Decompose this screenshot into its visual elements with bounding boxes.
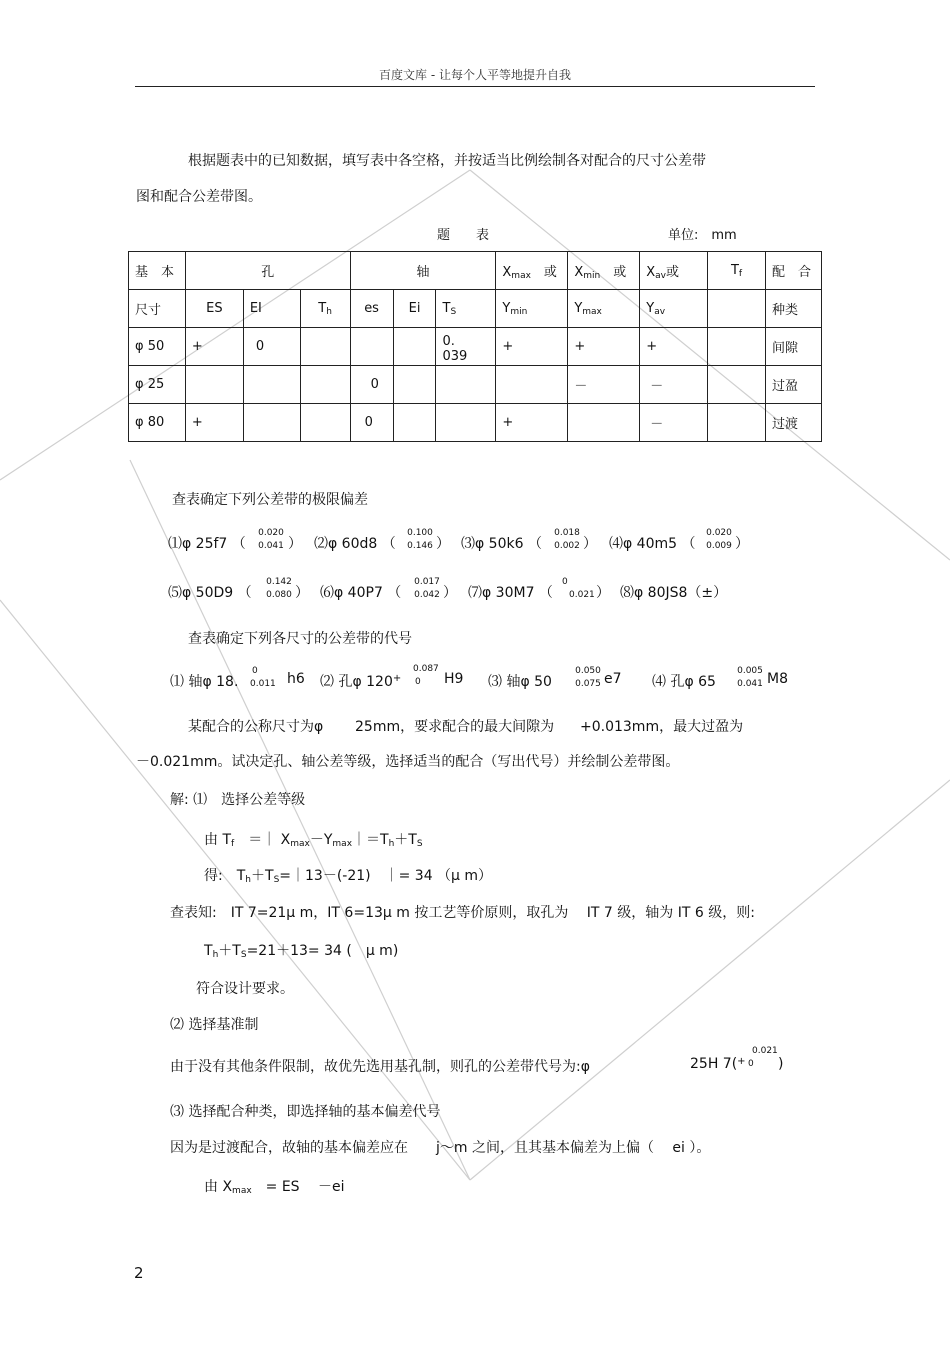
header-fit-2: 种类	[765, 290, 821, 328]
header-basic-size-2: 尺寸	[129, 290, 186, 328]
q2-item-4: ⑷φ 40m5 （	[609, 536, 696, 552]
header-ymin: $Y_{min}$	[496, 290, 568, 328]
q2-item-6-close: ）	[443, 585, 457, 601]
q2-item-3: ⑶φ 50k6 （	[461, 536, 542, 552]
cell-x2: －	[568, 366, 640, 404]
header-rule	[135, 86, 815, 87]
cell-x1: +	[496, 328, 568, 366]
q4-line-1a: 某配合的公称尺寸为φ	[188, 719, 324, 735]
q2-item-5-dev: 0.142 0.080	[266, 577, 292, 600]
header-fit-1: 配 合	[765, 252, 821, 290]
header-yav: $Y_{av}$	[640, 290, 708, 328]
cell-fit: 过渡	[765, 404, 821, 442]
cell-size: φ 80	[129, 404, 186, 442]
header-hole-Th: $T_h$	[300, 290, 350, 328]
q4-line-1c: +0.013mm，最大过盈为	[580, 719, 744, 735]
q3-item-2-code: H9	[444, 671, 464, 687]
q3-item-1: ⑴ 轴φ 18.	[170, 674, 239, 690]
q2-item-8: ⑻φ 80JS8（±）	[620, 585, 728, 601]
cell-es: 0	[350, 404, 393, 442]
header-shaft: 轴	[350, 252, 496, 290]
q3-item-3: ⑶ 轴φ 50	[488, 674, 552, 690]
header-hole: 孔	[185, 252, 350, 290]
cell-fit: 过盈	[765, 366, 821, 404]
cell-Th	[300, 328, 350, 366]
cell-fit: 间隙	[765, 328, 821, 366]
cell-x2	[568, 404, 640, 442]
header-shaft-Ts: $T_S$	[436, 290, 496, 328]
q4-line-2: －0.021mm。试决定孔、轴公差等级，选择适当的配合（写出代号）并绘制公差带图。	[136, 754, 680, 770]
intro-line-1: 根据题表中的已知数据，填写表中各空格，并按适当比例绘制各对配合的尺寸公差带	[188, 153, 706, 169]
q2-item-6: ⑹φ 40P7 （	[320, 585, 402, 601]
q2-item-6-dev: 0.017 0.042	[414, 577, 440, 600]
equation-4: 由 $X_{max}$ = ES －ei	[204, 1179, 345, 1196]
step-2-dev: 0.021 0	[748, 1046, 778, 1069]
table-row	[129, 404, 822, 442]
page-number: 2	[134, 1264, 144, 1282]
q2-item-1: ⑴φ 25f7 （	[168, 536, 246, 552]
step-2-text: 由于没有其他条件限制，故优先选用基孔制，则孔的公差带代号为:φ	[170, 1059, 590, 1075]
q2-item-4-dev: 0.020 0.009	[706, 528, 732, 551]
cell-Ts	[436, 404, 496, 442]
q2-item-2-dev: 0.100 0.146	[407, 528, 433, 551]
q3-item-4-code: M8	[767, 671, 788, 687]
step-2-close: )	[778, 1056, 784, 1072]
cell-Th	[300, 404, 350, 442]
table-row	[129, 366, 822, 404]
equation-2: 得: $T_h+T_S=|13-(-21)$ ｜= 34 （μ m）	[204, 868, 493, 885]
cell-Ts	[436, 366, 496, 404]
intro-line-2: 图和配合公差带图。	[136, 189, 262, 205]
cell-x3: －	[640, 404, 708, 442]
table-title: 题 表	[437, 228, 490, 243]
cell-x2: +	[568, 328, 640, 366]
step-2-code: 25H 7(+	[690, 1056, 746, 1072]
header-xmin: $X_{min}$ 或	[568, 252, 640, 290]
q3-item-4: ⑷ 孔φ 65	[652, 674, 716, 690]
cell-size: φ 25	[129, 366, 186, 404]
cell-Th	[300, 366, 350, 404]
q2-title: 查表确定下列公差带的极限偏差	[172, 492, 368, 508]
cell-EI	[243, 404, 300, 442]
q2-item-2: ⑵φ 60d8 （	[314, 536, 396, 552]
q2-item-2-close: ）	[436, 536, 450, 552]
cell-ei	[393, 328, 436, 366]
cell-ES	[185, 366, 243, 404]
cell-es: 0	[350, 366, 393, 404]
q3-item-1-dev: 0 0.011	[250, 666, 276, 689]
design-ok: 符合设计要求。	[196, 981, 294, 997]
q2-item-7-close: ）	[596, 585, 610, 601]
q3-item-3-code: e7	[604, 671, 622, 687]
solution-step-2: ⑵ 选择基准制	[170, 1017, 259, 1033]
q4-line-1b: 25mm，要求配合的最大间隙为	[355, 719, 555, 735]
cell-ES: +	[185, 404, 243, 442]
q2-item-3-dev: 0.018 0.002	[554, 528, 580, 551]
q3-title: 查表确定下列各尺寸的公差带的代号	[188, 631, 412, 647]
equation-1: 由 $T_f$ ＝｜ $X_{max}-Y_{max}|=T_h+T_S$	[204, 832, 423, 849]
q2-item-1-dev: 0.020 0.041	[258, 528, 284, 551]
cell-x1: +	[496, 404, 568, 442]
cell-Ts: 0. 039	[436, 328, 496, 366]
q3-item-2-dev: 0.087 0	[413, 664, 439, 687]
header-xav: $X_{av}$或	[640, 252, 708, 290]
equation-3: $T_h+T_S=21+13= 34$ ( μ m)	[204, 943, 399, 960]
cell-size: φ 50	[129, 328, 186, 366]
cell-tf	[708, 328, 766, 366]
cell-tf	[708, 404, 766, 442]
header-basic-size-1: 基 本	[129, 252, 186, 290]
solution-step-1: 解: ⑴ 选择公差等级	[170, 792, 306, 808]
q2-item-4-close: ）	[735, 536, 749, 552]
q3-item-1-code: h6	[287, 671, 305, 687]
table-unit: 单位: mm	[668, 228, 737, 243]
cell-x3: +	[640, 328, 708, 366]
header-ymax: $Y_{max}$	[568, 290, 640, 328]
cell-EI: 0	[243, 328, 300, 366]
cell-ES: +	[185, 328, 243, 366]
tolerance-table	[128, 251, 822, 442]
q3-item-4-dev: 0.005 0.041	[737, 666, 763, 689]
cell-x1	[496, 366, 568, 404]
cell-ei	[393, 366, 436, 404]
header-tf: $T_f$	[708, 252, 766, 290]
q2-item-3-close: ）	[583, 536, 597, 552]
header-shaft-es: es	[350, 290, 393, 328]
q2-item-5-close: ）	[295, 585, 309, 601]
q2-item-7-dev: 0 0.021	[562, 577, 595, 600]
cell-EI	[243, 366, 300, 404]
lookup-text: 查表知: IT 7=21μ m，IT 6=13μ m 按工艺等价原则，取孔为 IT 7 级，轴为 IT 6 级，则:	[170, 905, 755, 921]
header-tf-blank	[708, 290, 766, 328]
header-shaft-ei: Ei	[393, 290, 436, 328]
page-header: 百度文库 - 让每个人平等地提升自我	[379, 68, 571, 82]
header-hole-EI: EI	[243, 290, 300, 328]
cell-x3: －	[640, 366, 708, 404]
cell-tf	[708, 366, 766, 404]
solution-step-3: ⑶ 选择配合种类，即选择轴的基本偏差代号	[170, 1104, 441, 1120]
q3-item-3-dev: 0.050 0.075	[575, 666, 601, 689]
header-xmax: $X_{max}$ 或	[496, 252, 568, 290]
step-3-text: 因为是过渡配合，故轴的基本偏差应在 j～m 之间，且其基本偏差为上偏（ ei ）。	[170, 1140, 711, 1156]
q2-item-1-close: ）	[288, 536, 302, 552]
cell-ei	[393, 404, 436, 442]
q2-item-7: ⑺φ 30M7 （	[468, 585, 553, 601]
table-row	[129, 328, 822, 366]
q2-item-5: ⑸φ 50D9 （	[168, 585, 252, 601]
header-hole-ES: ES	[185, 290, 243, 328]
q3-item-2: ⑵ 孔φ 120+	[320, 673, 402, 690]
cell-es	[350, 328, 393, 366]
